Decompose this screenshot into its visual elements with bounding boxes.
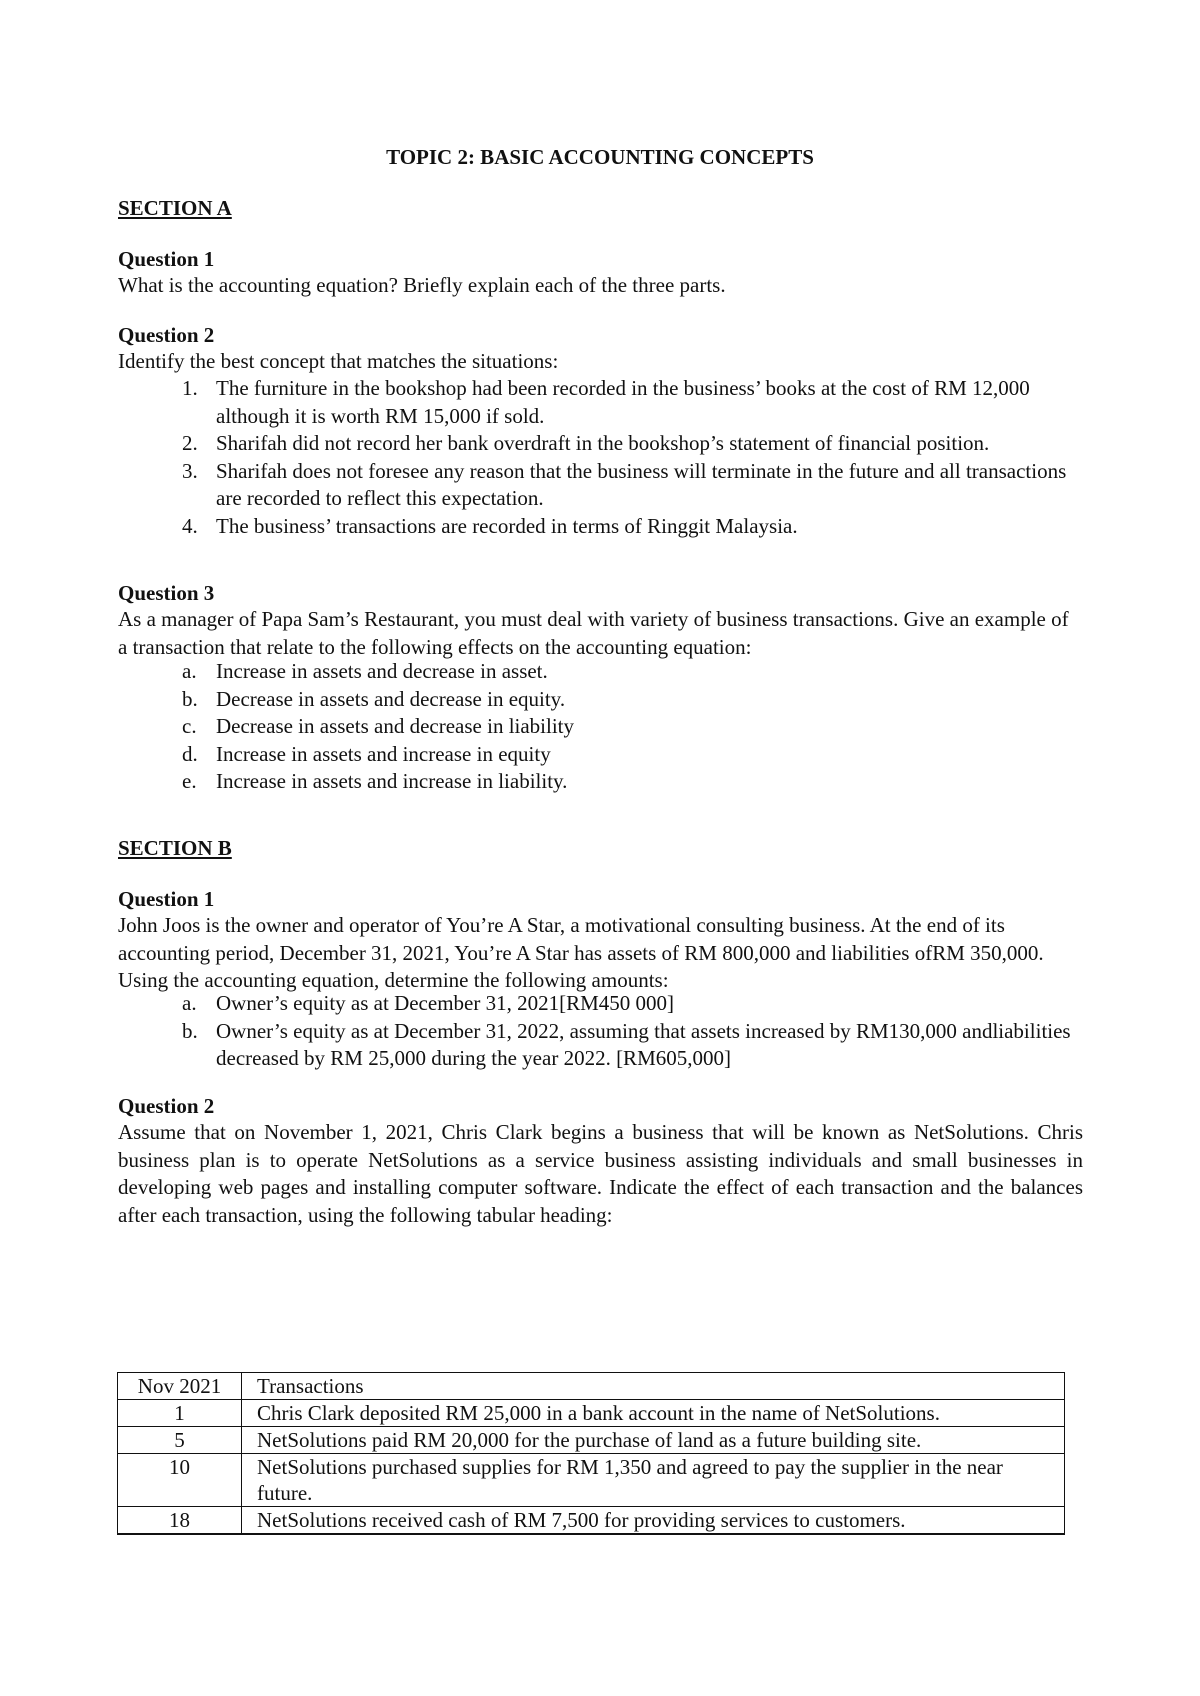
section-b-question-1-text: John Joos is the owner and operator of You’re A Star, a motivational consulting business. At the end of its accounting period, December 31, 2021, You’re A Star has assets of RM 800,000 and liabilities ofRM 350,000. Using the accounting equation, determine the following amounts:: [118, 913, 1044, 992]
section-b-question-1-label: Question 1: [118, 887, 215, 911]
list-item-text: Owner’s equity as at December 31, 2021[RM450 000]: [216, 991, 675, 1015]
list-item-text: Increase in assets and increase in equity: [216, 741, 551, 766]
table-cell-date: 1: [118, 1400, 242, 1427]
list-item-text: Increase in assets and increase in liability.: [216, 769, 568, 793]
list-item: [118, 658, 1083, 686]
list-item: [118, 430, 1083, 458]
section-a-question-2-label: Question 2: [118, 323, 215, 347]
section-a-question-2-list: [118, 375, 1083, 540]
list-letter: d.: [182, 741, 198, 766]
table-cell-date: 5: [118, 1427, 242, 1454]
list-item: [118, 741, 1083, 769]
list-item: [118, 458, 1083, 513]
list-letter: b.: [182, 686, 198, 711]
section-b-question-2-label: Question 2: [118, 1094, 215, 1118]
table-cell-date: 10: [118, 1454, 242, 1507]
section-a-heading: SECTION A: [118, 196, 232, 220]
table-cell-date: 18: [118, 1507, 242, 1535]
table-cell-transaction: Chris Clark deposited RM 25,000 in a bank account in the name of NetSolutions.: [242, 1400, 1065, 1427]
list-item: [118, 513, 1083, 541]
transactions-table: [117, 1372, 1065, 1535]
section-a-question-1-text: What is the accounting equation? Briefly explain each of the three parts.: [118, 273, 726, 297]
section-b-heading: SECTION B: [118, 836, 232, 860]
list-item: [118, 713, 1083, 741]
list-item-text: Sharifah did not record her bank overdraft in the bookshop’s statement of financial position.: [216, 431, 990, 455]
table-header-date: Nov 2021: [118, 1373, 242, 1400]
table-row: [118, 1507, 1065, 1535]
list-letter: b.: [182, 1018, 198, 1043]
list-letter: c.: [182, 714, 197, 738]
list-item-text: Increase in assets and decrease in asset.: [216, 659, 548, 683]
table-header-row: [118, 1373, 1065, 1400]
list-item-text: Decrease in assets and decrease in equity.: [216, 686, 566, 711]
document-title: TOPIC 2: BASIC ACCOUNTING CONCEPTS: [386, 145, 814, 169]
section-a-question-3-label: Question 3: [118, 581, 215, 605]
list-number: 2.: [182, 431, 198, 455]
section-a-question-3-text: As a manager of Papa Sam’s Restaurant, you must deal with variety of business transactions. Give an example of a transaction that relate to the following effects on the accounting equation:: [118, 607, 1069, 659]
list-letter: a.: [182, 659, 197, 683]
list-letter: e.: [182, 769, 197, 793]
section-a-question-2-text: Identify the best concept that matches the situations:: [118, 349, 559, 373]
list-number: 3.: [182, 458, 198, 483]
list-item: [118, 768, 1083, 796]
table-row: [118, 1454, 1065, 1507]
list-item-text: Sharifah does not foresee any reason that the business will terminate in the future and all transactions are recorded to reflect this expectation.: [216, 458, 1067, 510]
table-cell-transaction: NetSolutions received cash of RM 7,500 for providing services to customers.: [242, 1507, 1065, 1535]
list-letter: a.: [182, 991, 197, 1015]
list-item: [118, 686, 1083, 714]
list-item-text: The business’ transactions are recorded in terms of Ringgit Malaysia.: [216, 513, 798, 538]
section-a-question-1-label: Question 1: [118, 247, 215, 271]
list-item: [118, 1018, 1083, 1073]
section-a-question-3-list: [118, 658, 1083, 796]
table-header-transactions: Transactions: [242, 1373, 1065, 1400]
section-b-question-2-text: Assume that on November 1, 2021, Chris Clark begins a business that will be known as NetSolutions. Chris business plan is to operate NetSolutions as a service business assisting individuals and small businesses in developing web pages and installing computer software. Indicate the effect of each transaction and the balances after each transaction, using the following tabular heading:: [118, 1120, 1083, 1227]
list-item-text: The furniture in the bookshop had been recorded in the business’ books at the cost of RM 12,000 although it is worth RM 15,000 if sold.: [216, 376, 1030, 428]
list-item: [118, 990, 1083, 1018]
list-number: 4.: [182, 513, 198, 538]
list-item-text: Owner’s equity as at December 31, 2022, assuming that assets increased by RM130,000 andliabilities decreased by RM 25,000 during the year 2022. [RM605,000]: [216, 1018, 1071, 1070]
list-item: [118, 375, 1083, 430]
table-cell-transaction: NetSolutions paid RM 20,000 for the purchase of land as a future building site.: [242, 1427, 1065, 1454]
table-row: [118, 1400, 1065, 1427]
section-b-question-1-list: [118, 990, 1083, 1073]
list-number: 1.: [182, 376, 198, 400]
table-row: [118, 1427, 1065, 1454]
list-item-text: Decrease in assets and decrease in liability: [216, 714, 575, 738]
table-cell-transaction: NetSolutions purchased supplies for RM 1,350 and agreed to pay the supplier in the near future.: [242, 1454, 1065, 1507]
